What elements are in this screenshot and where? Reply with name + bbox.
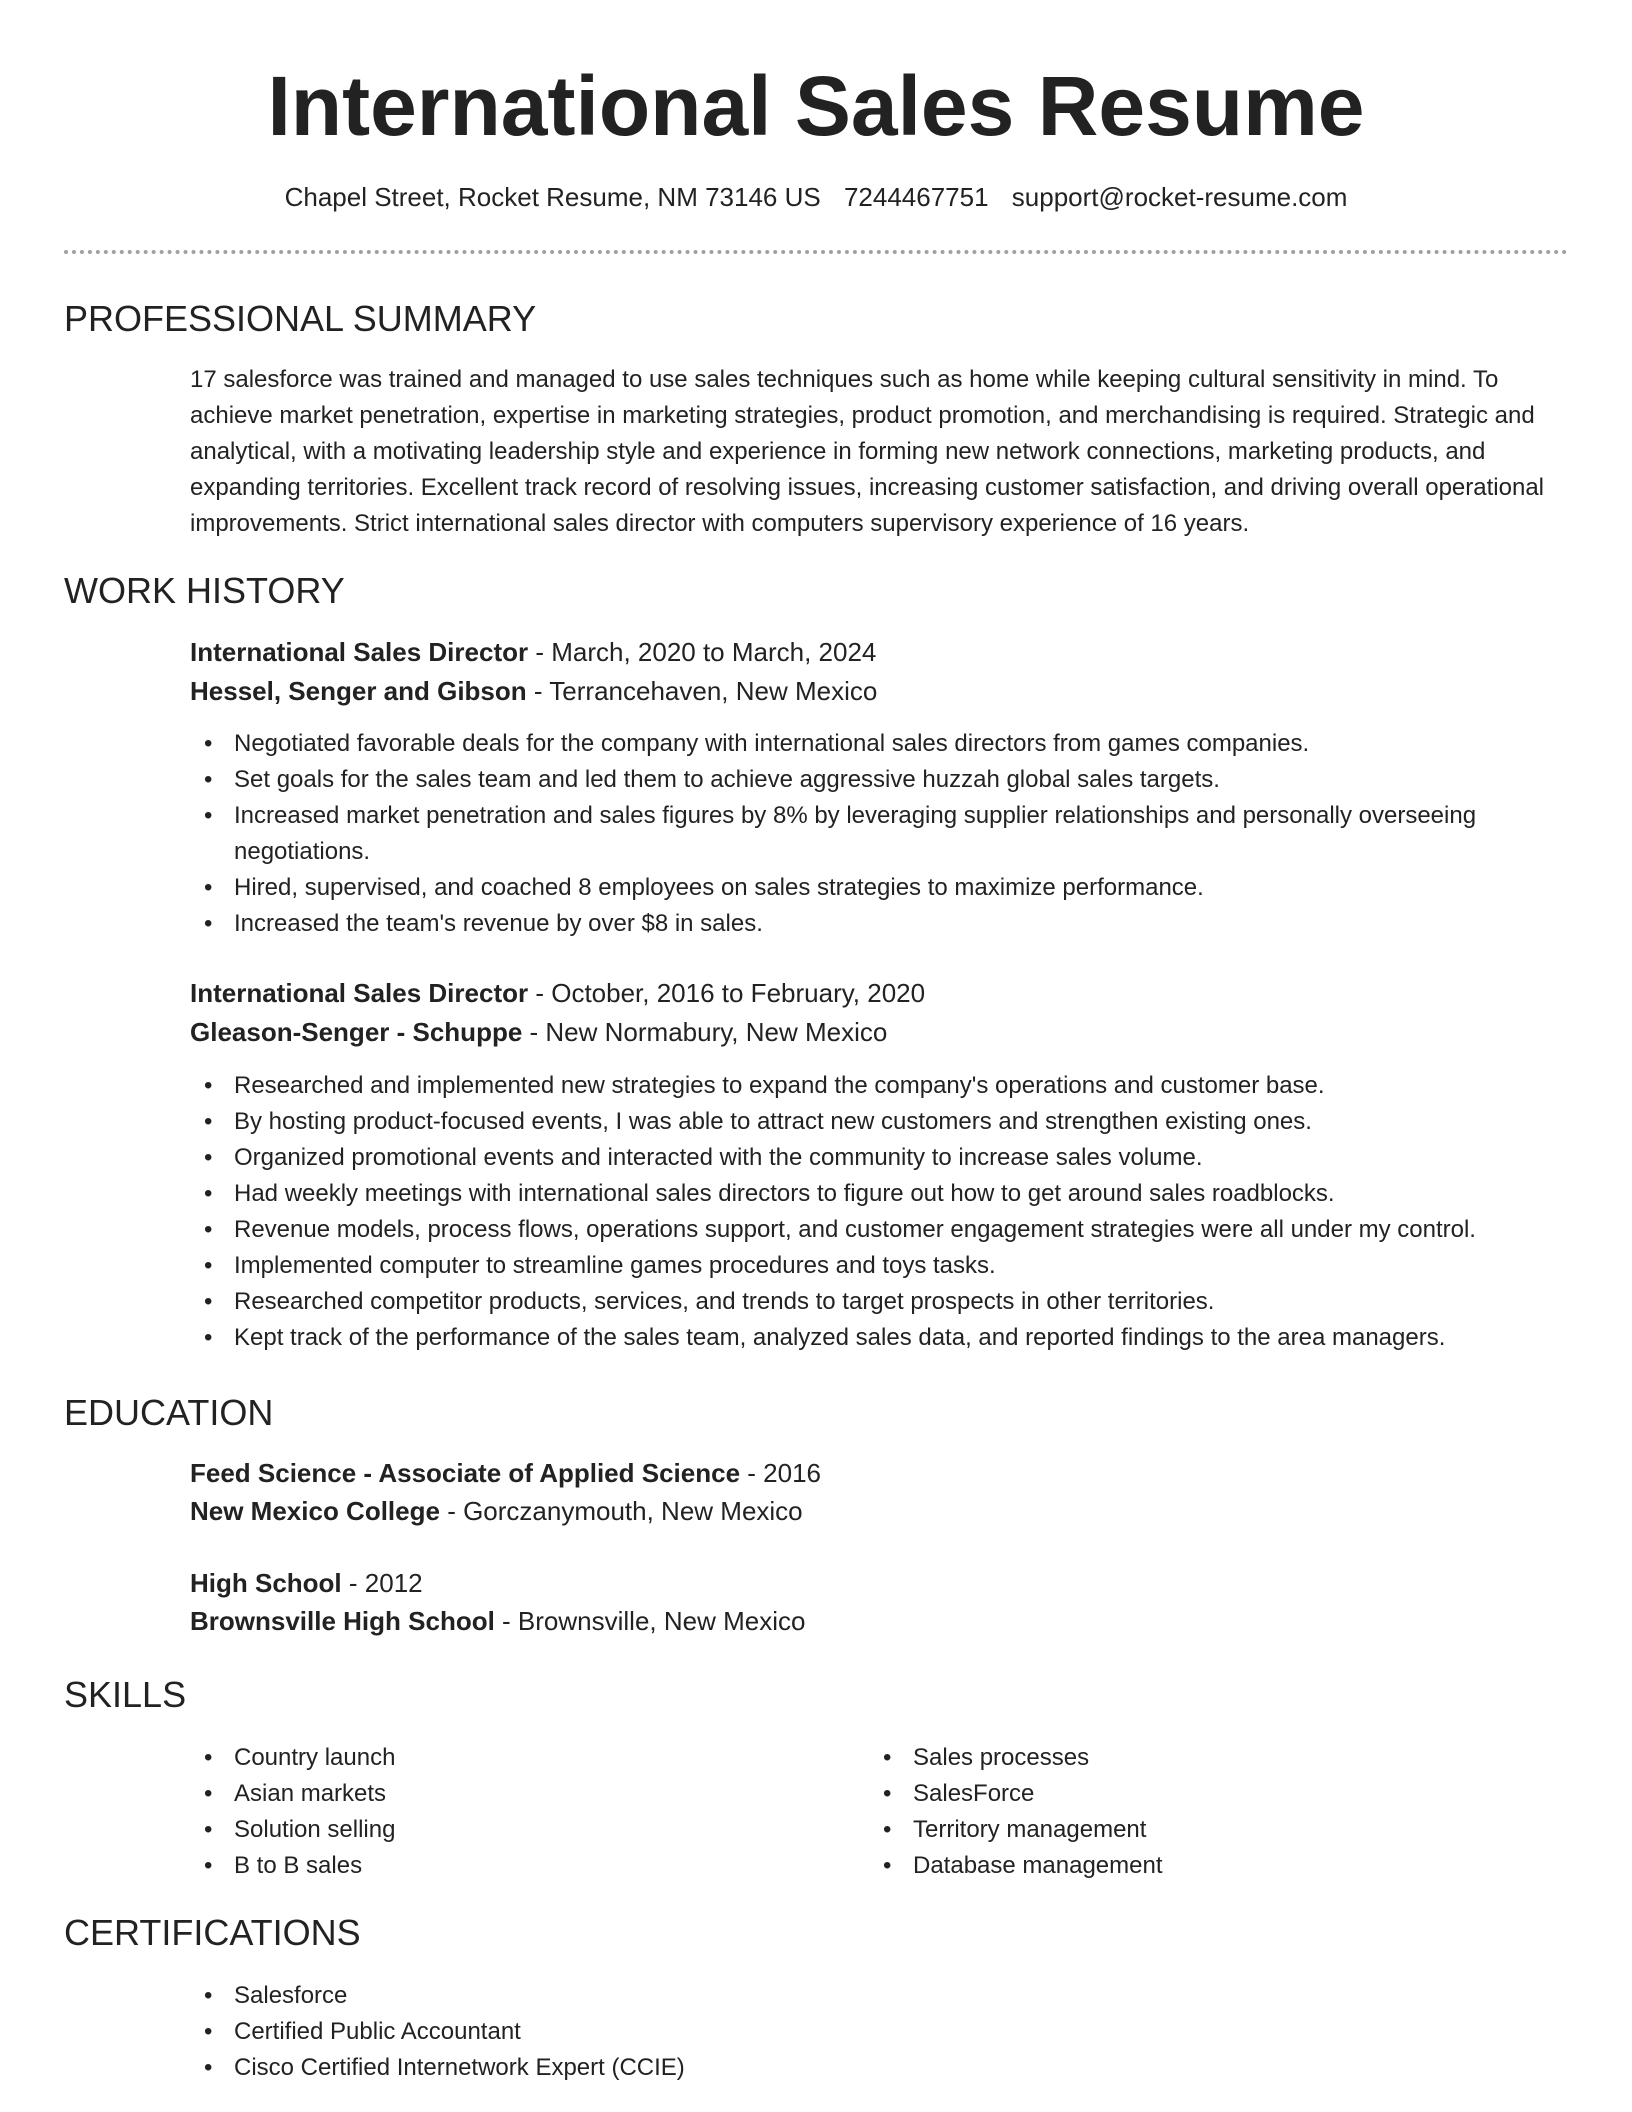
list-item: • Negotiated favorable deals for the company with international sales directors from games companies. [190,726,1570,762]
section-title-certifications: CERTIFICATIONS [64,1912,361,1953]
job-2-company: Gleason-Senger - Schuppe [190,1017,523,1047]
list-item: • Increased the team's revenue by over $8 in sales. [190,906,1570,942]
skill-item: • Sales processes [869,1740,1509,1776]
certification-item: • Cisco Certified Internetwork Expert (CCIE) [190,2050,1570,2086]
education-2-degree: High School [190,1568,342,1598]
contact-info [0,182,1632,213]
education-2-location: - Brownsville, New Mexico [494,1606,806,1636]
list-item: • Researched competitor products, services, and trends to target prospects in other territories. [190,1284,1570,1320]
education-2-school: Brownsville High School [190,1606,495,1636]
skill-item: • SalesForce [869,1776,1509,1812]
skills-list-left [190,1740,830,1884]
skill-item: • Territory management [869,1812,1509,1848]
contact-phone: 7244467751 [843,182,989,212]
section-title-summary: PROFESSIONAL SUMMARY [64,298,537,339]
job-2-role: International Sales Director [190,978,529,1008]
resume-title: International Sales Resume [267,59,1365,153]
education-1-school-line [190,1496,803,1527]
section-title-work-history: WORK HISTORY [64,570,345,611]
job-1-role: International Sales Director [190,637,529,667]
section-title-skills: SKILLS [64,1674,187,1715]
list-item: • Kept track of the performance of the sales team, analyzed sales data, and reported findings to the area managers. [190,1320,1570,1356]
certification-item: • Certified Public Accountant [190,2014,1570,2050]
job-1-bullets [190,726,1570,942]
education-1-year: - 2016 [740,1458,821,1488]
job-1-company: Hessel, Senger and Gibson [190,676,527,706]
education-1-degree-line [190,1458,821,1489]
skill-item: • B to B sales [190,1848,830,1884]
job-2-title-line [190,978,925,1009]
job-1-dates: - March, 2020 to March, 2024 [528,637,877,667]
job-2-dates: - October, 2016 to February, 2020 [528,978,926,1008]
job-1-title-line [190,637,876,668]
job-2-location: - New Normabury, New Mexico [522,1017,888,1047]
education-1-location: - Gorczanymouth, New Mexico [439,1496,803,1526]
list-item: • By hosting product-focused events, I was able to attract new customers and strengthen existing ones. [190,1104,1570,1140]
list-item: • Revenue models, process flows, operations support, and customer engagement strategies were all under my control. [190,1212,1570,1248]
job-2-bullets [190,1068,1570,1356]
job-1-company-line [190,676,877,707]
list-item: • Implemented computer to streamline games procedures and toys tasks. [190,1248,1570,1284]
education-2-degree-line [190,1568,423,1599]
contact-address: Chapel Street, Rocket Resume, NM 73146 US [284,182,821,212]
list-item: • Set goals for the sales team and led them to achieve aggressive huzzah global sales targets. [190,762,1570,798]
certification-item: • Salesforce [190,1978,1570,2014]
job-2-company-line [190,1017,887,1048]
education-1-school: New Mexico College [190,1496,440,1526]
skill-item: • Solution selling [190,1812,830,1848]
list-item: • Researched and implemented new strategies to expand the company's operations and customer base. [190,1068,1570,1104]
list-item: • Increased market penetration and sales figures by 8% by leveraging supplier relationships and personally overseeing negotiations. [190,798,1570,870]
education-2-year: - 2012 [341,1568,423,1598]
certifications-list [190,1978,1570,2086]
section-title-education: EDUCATION [64,1392,274,1433]
skills-list-right [869,1740,1509,1884]
header-divider [64,250,1568,254]
skill-item: • Asian markets [190,1776,830,1812]
summary-text: 17 salesforce was trained and managed to use sales techniques such as home while keeping cultural sensitivity in mind. To achieve market penetration, expertise in marketing strategies, product promotion, and merchandising is required. Strategic and analytical, with a motivating leadership style and experience in forming new network connections, marketing products, and expanding territories. Excellent track record of resolving issues, increasing customer satisfaction, and driving overall operational improvements. Strict international sales director with computers supervisory experience of 16 years. [190,366,1544,537]
list-item: • Hired, supervised, and coached 8 employees on sales strategies to maximize performance. [190,870,1570,906]
education-1-degree: Feed Science - Associate of Applied Science [190,1458,741,1488]
skill-item: • Country launch [190,1740,830,1776]
job-1-location: - Terrancehaven, New Mexico [526,676,878,706]
list-item: • Had weekly meetings with international sales directors to figure out how to get around sales roadblocks. [190,1176,1570,1212]
list-item: • Organized promotional events and interacted with the community to increase sales volume. [190,1140,1570,1176]
education-2-school-line [190,1606,805,1637]
contact-email: support@rocket-resume.com [1011,182,1348,212]
skill-item: • Database management [869,1848,1509,1884]
